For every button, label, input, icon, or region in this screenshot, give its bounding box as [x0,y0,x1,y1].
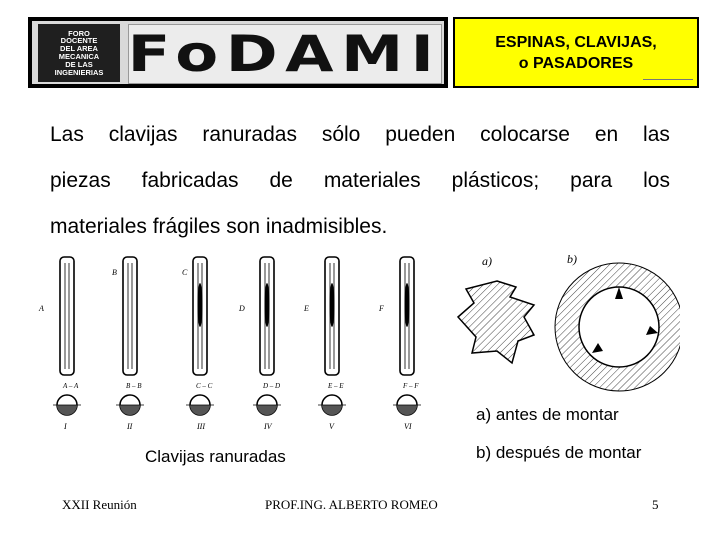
word: los [643,169,670,192]
section-label: A – A [63,382,79,390]
pin-numeral: II [127,422,133,431]
body-paragraph [50,112,670,250]
grooved-pin [182,257,214,431]
word: en [594,123,619,146]
paragraph-line-3: materiales frágiles son inadmisibles. [50,215,388,238]
caption-after-mount: b) después de montar [476,443,642,462]
section-label: D – D [263,382,281,390]
word: ranuradas [202,123,297,146]
word: las [643,123,670,146]
foro-line: FORO [68,28,90,38]
word: pueden [385,123,456,146]
grooved-pin [303,257,346,431]
grooved-pin [378,257,421,431]
section-mark: E [304,304,309,313]
pin-numeral: V [329,422,334,431]
word: piezas [50,169,111,192]
paragraph-line-2 [50,158,670,204]
title-line-1: ESPINAS, CLAVIJAS, [495,33,657,51]
caption-grooved-pins: Clavijas ranuradas [145,447,286,466]
label-b: b) [567,252,577,266]
footer-page-number: 5 [652,497,659,512]
section-label: E – E [328,382,344,390]
grooved-pin [238,257,281,431]
logo-text: FoDAMI [128,25,442,83]
foro-line: DE LAS [65,59,93,69]
word: Las [50,123,84,146]
word: de [269,169,293,192]
grooved-pin [38,257,81,431]
section-label: F – F [403,382,419,390]
section-label: B – B [126,382,142,390]
section-mark: D [239,304,245,313]
label-a: a) [482,254,492,268]
word: plásticos; [451,169,540,192]
word: colocarse [480,123,570,146]
pin-numeral: III [197,422,205,431]
grooved-pin [112,257,144,431]
pin-numeral: VI [404,422,412,431]
section-mark: C [182,268,188,277]
foro-logo [38,24,120,82]
header-banner [28,17,448,88]
section-mark: F [379,304,384,313]
foro-line: DOCENTE [60,36,98,46]
section-mark: A [39,304,44,313]
footer-author: PROF.ING. ALBERTO ROMEO [265,497,438,512]
title-decoration [643,79,693,80]
section-mark: B [112,268,117,277]
slide-title [453,17,699,88]
cross-section-drawing [452,245,680,407]
foro-line: DEL AREA [60,44,98,54]
section-label: C – C [196,382,213,390]
word: clavijas [108,123,178,146]
foro-line: MECANICA [58,52,100,61]
word: sólo [321,123,361,146]
word: fabricadas [141,169,239,192]
fodami-logo [128,24,442,84]
caption-before-mount: a) antes de montar [476,405,619,424]
footer-meeting: XXII Reunión [62,497,137,512]
word: materiales [323,169,421,192]
word: para [570,169,613,192]
grooved-pins-drawing [35,245,440,437]
pin-numeral: IV [264,422,272,431]
pin-numeral: I [64,422,67,431]
title-line-2: o PASADORES [518,54,634,72]
section-after-mount [555,263,680,391]
section-before-mount [458,281,534,363]
paragraph-line-1 [50,112,670,158]
foro-line: INGENIERIAS [54,67,104,77]
